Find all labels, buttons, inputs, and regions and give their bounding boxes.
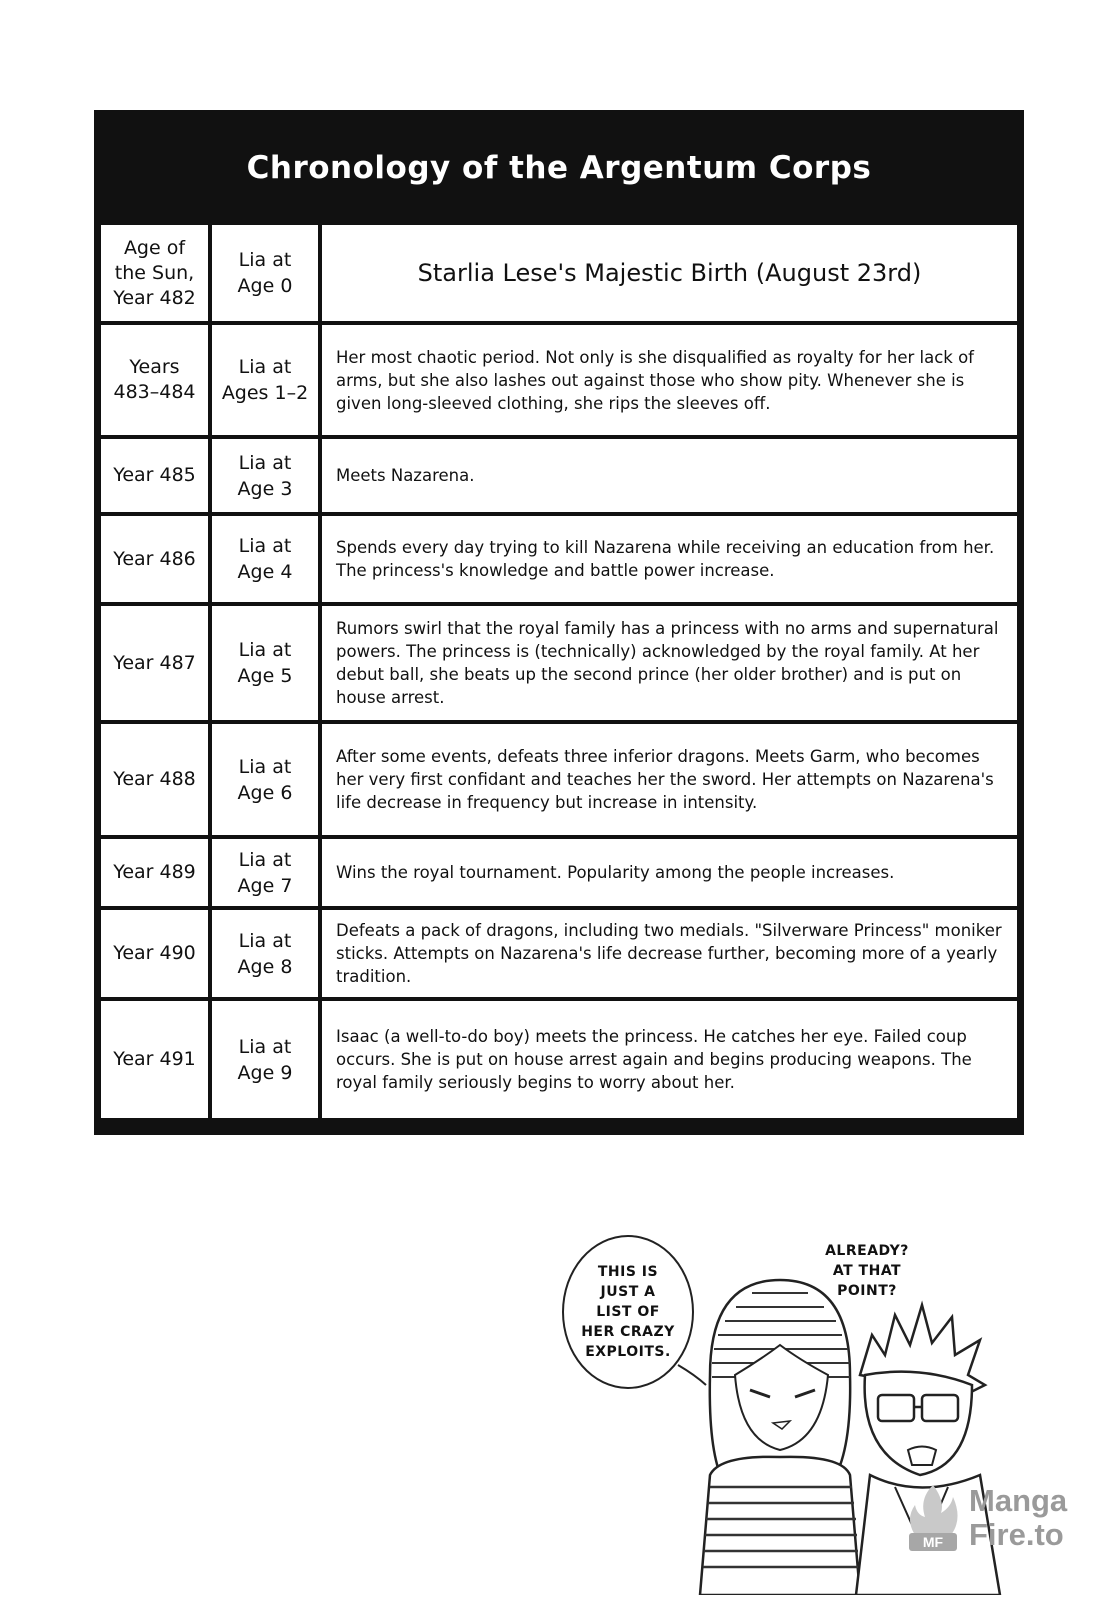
event-text: Isaac (a well-to-do boy) meets the princess. He catches her eye. Failed coup occurs. She is put on house arrest again and begins producing weapons. The royal family seriously begins to worry about her. [336,1027,972,1092]
table-title: Chronology of the Argentum Corps [246,149,872,186]
event-cell [322,439,1017,512]
year-text: Year 486 [113,547,196,570]
age-cell [212,516,318,602]
year-cell [101,606,208,720]
table-row [101,839,1017,906]
age-text: Lia at Age 9 [237,1035,293,1084]
age-text: Lia at Age 7 [237,848,293,897]
year-text: Year 487 [113,651,196,674]
age-text: Lia at Age 4 [237,535,293,583]
left-speech-bubble: THIS IS JUST A LIST OF HER CRAZY EXPLOITS. [562,1235,694,1389]
age-cell [212,910,318,997]
table-row [101,606,1017,720]
year-cell [101,839,208,906]
event-cell [322,724,1017,835]
event-cell [322,325,1017,435]
age-cell [212,1001,318,1118]
event-cell [322,1001,1017,1118]
age-text: Lia at Age 0 [237,249,293,297]
right-speech-text: ALREADY? AT THAT POINT? [825,1243,909,1299]
event-text: Starlia Lese's Majestic Birth (August 23rd) [417,258,922,287]
table-row [101,225,1017,321]
event-cell [322,839,1017,906]
year-text: Years 483–484 [113,356,196,403]
age-text: Lia at Ages 1–2 [221,356,309,404]
year-cell [101,910,208,997]
year-cell [101,1001,208,1118]
table-row [101,516,1017,602]
event-text: Her most chaotic period. Not only is she disqualified as royalty for her lack of arms, but she also lashes out against those who show pity. Whenever she is given long-sleeved clothing, she rips the sleeves off. [336,347,974,413]
age-text: Lia at Age 5 [237,639,293,687]
hooded-character-drawing [700,1280,860,1595]
svg-text:MF: MF [922,1534,944,1550]
year-text: Age of the Sun, Year 482 [113,236,196,309]
year-text: Year 488 [113,768,196,790]
event-text: Meets Nazarena. [336,466,475,485]
year-text: Year 485 [113,464,196,486]
mangafire-watermark [905,1468,1085,1568]
year-text: Year 490 [113,942,196,964]
year-text: Year 491 [113,1048,196,1070]
year-cell [101,225,208,321]
age-cell [212,439,318,512]
event-text: After some events, defeats three inferior dragons. Meets Garm, who becomes her very first confidant and teaches her the sword. Her attempts on Nazarena's life decrease in frequency but increase in intensity. [336,747,994,812]
event-text: Defeats a pack of dragons, including two medials. "Silverware Princess" moniker sticks. Attempts on Nazarena's life decrease further, becoming more of a yearly tradition. [336,921,1002,986]
event-text: Spends every day trying to kill Nazarena while receiving an education from her. The princess's knowledge and battle power increase. [336,538,995,580]
table-row [101,724,1017,835]
year-cell [101,325,208,435]
watermark-text: Manga Fire.to [969,1483,1068,1552]
age-text: Lia at Age 6 [237,755,293,804]
age-cell [212,606,318,720]
age-cell [212,225,318,321]
event-cell [322,910,1017,997]
table-row [101,439,1017,512]
event-cell [322,225,1017,321]
event-text: Rumors swirl that the royal family has a princess with no arms and supernatural powers. The princess is (technically) acknowledged by the royal family. At her debut ball, she beats up the second prince (her older brother) and is put on house arrest. [336,619,999,707]
year-text: Year 489 [113,861,196,883]
table-row [101,325,1017,435]
chronology-table [94,110,1024,1135]
table-row [101,910,1017,997]
event-cell [322,516,1017,602]
age-text: Lia at Age 8 [237,929,293,978]
year-cell [101,724,208,835]
age-cell [212,325,318,435]
table-row [101,1001,1017,1118]
year-cell [101,516,208,602]
event-cell [322,606,1017,720]
event-text: Wins the royal tournament. Popularity among the people increases. [336,863,895,882]
mangafire-logo-icon [905,1483,961,1553]
age-cell [212,839,318,906]
age-cell [212,724,318,835]
age-text: Lia at Age 3 [237,451,293,500]
year-cell [101,439,208,512]
